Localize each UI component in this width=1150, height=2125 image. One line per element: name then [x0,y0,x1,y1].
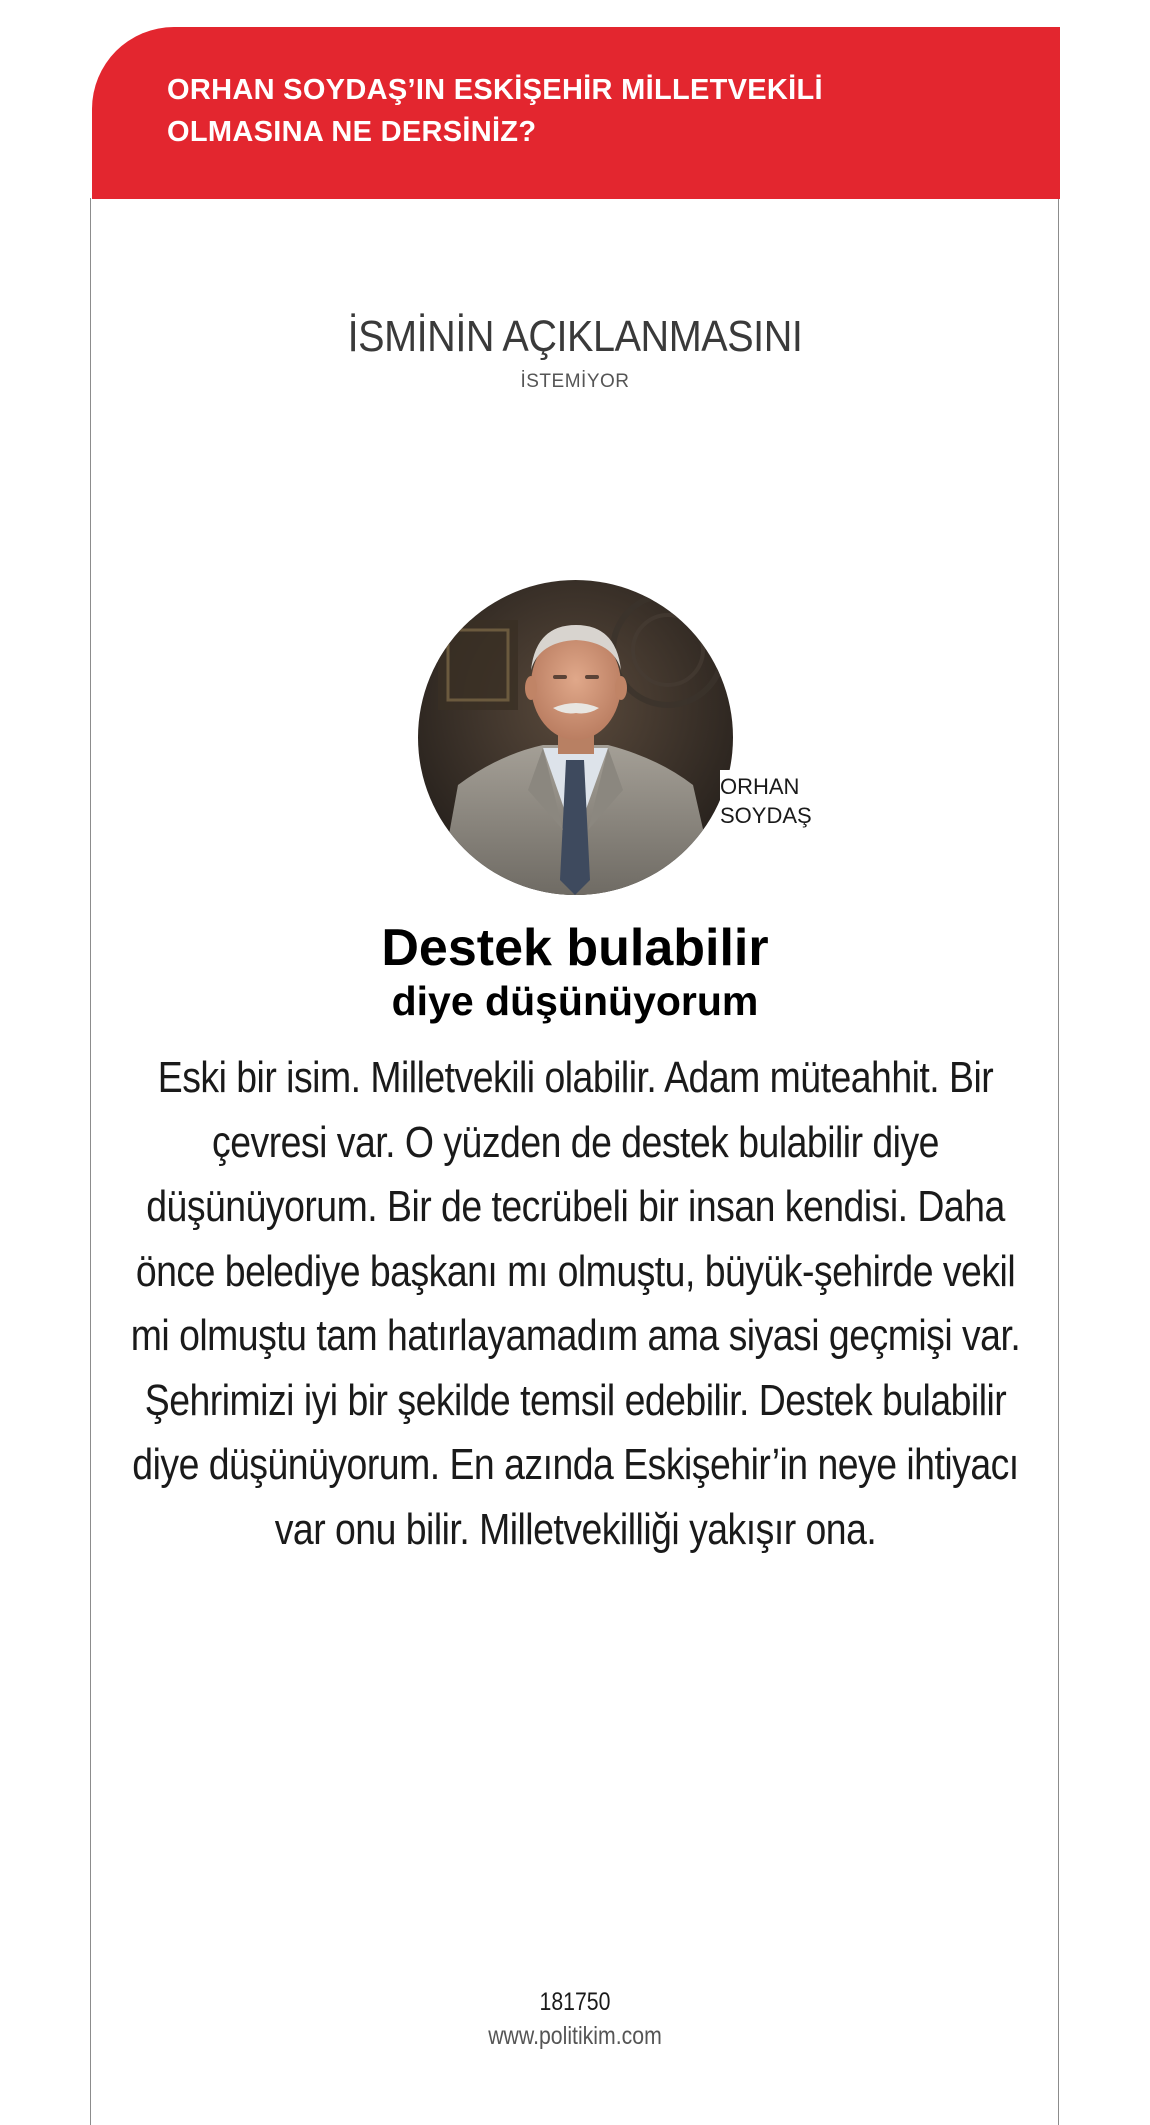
footer-id: 181750 [539,1988,611,2016]
portrait-photo-icon [418,580,733,895]
quote-headline: Destek bulabilir [381,919,769,977]
quote-subheadline: diye düşünüyorum [391,978,759,1024]
quote-body [130,1046,1020,1562]
quote-text: Eski bir isim. Milletvekili olabilir. Adam müteahhit. Bir çevresi var. O yüzden de destek bulabilir diye düşünüyorum. Bir de tecrübeli bir insan kendisi. Daha önce belediye başkanı mı olmuştu, büyük-şehirde vekil mi olmuştu tam hatırlayamadım ama siyasi geçmişi var. Şehrimizi iyi bir şekilde temsil edebilir. Destek bulabilir diye düşünüyorum. En azında Eskişehir’in neye ihtiyacı var onu bilir. Milletvekilliği yakışır ona. [130,1054,1021,1554]
question-header [92,27,1060,199]
subject-name-last: SOYDAŞ [720,803,812,828]
question-title: ORHAN SOYDAŞ’IN ESKİŞEHİR MİLLETVEKİLİ OLMASINA NE DERSİNİZ? [167,74,823,148]
respondent-title: İSMİNİN AÇIKLANMASINI [347,312,803,361]
subject-name-first: ORHAN [720,774,800,799]
respondent-subtitle: İSTEMİYOR [520,371,630,392]
portrait-photo [418,580,733,895]
footer-website: www.politikim.com [488,2022,662,2050]
subject-name [720,770,816,832]
quote-heading [90,918,1060,1024]
